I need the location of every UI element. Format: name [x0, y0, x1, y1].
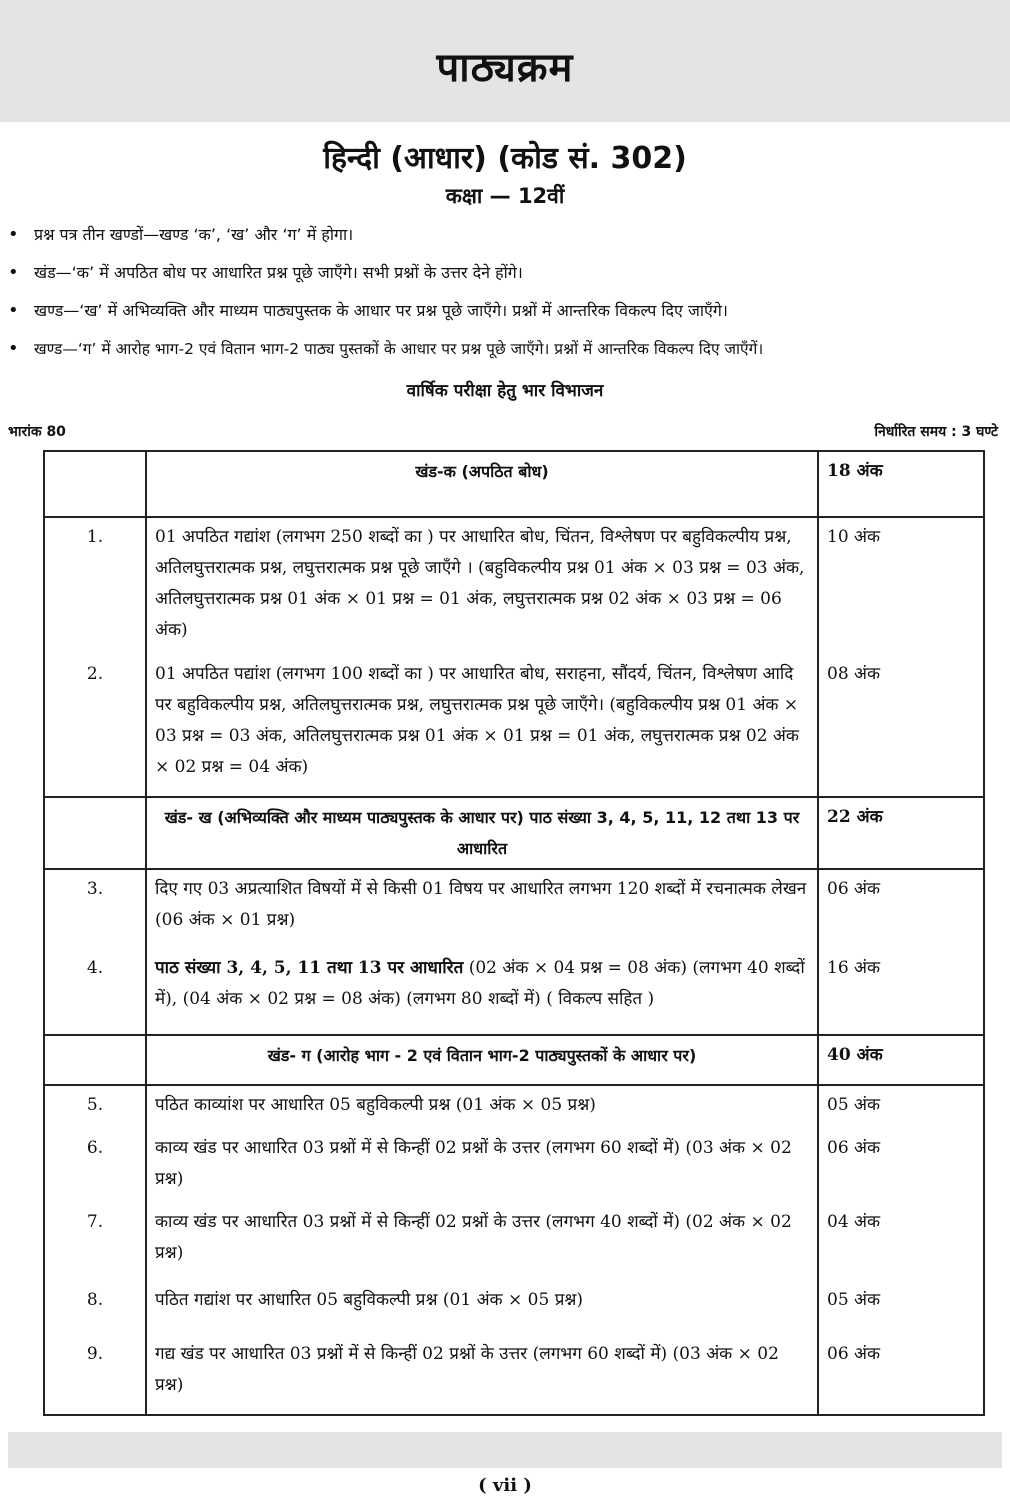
row-marks: 08 अंक: [818, 655, 984, 797]
row-marks: 05 अंक: [818, 1281, 984, 1335]
row-description: गद्य खंड पर आधारित 03 प्रश्नों में से किन्हीं 02 प्रश्नों के उत्तर (लगभग 60 शब्दों में) (03 अंक × 02 प्रश्न): [146, 1335, 818, 1415]
row-number: 9.: [44, 1335, 146, 1415]
table-row: [44, 1203, 984, 1281]
instruction-item: • खण्ड—‘ग’ में आरोह भाग-2 एवं वितान भाग-2 पाठ्य पुस्तकों के आधार पर प्रश्न पूछे जाएँगे। प्रश्नों में आन्तरिक विकल्प दिए जाएँगें।: [8, 336, 1008, 374]
section-num-cell: [44, 451, 146, 517]
section-title: खंड- ग (आरोह भाग - 2 एवं वितान भाग-2 पाठ्यपुस्तकों के आधार पर): [146, 1035, 818, 1085]
section-marks: 40 अंक: [818, 1035, 984, 1085]
weightage-title: वार्षिक परीक्षा हेतु भार विभाजन: [406, 381, 604, 401]
subject-heading: हिन्दी (आधार) (कोड सं. 302): [323, 141, 687, 176]
row-description-text: (02 अंक × 04 प्रश्न = 08 अंक) (लगभग 40 शब्दों में), (04 अंक × 02 प्रश्न = 08 अंक) (लगभग 80 शब्दों में) ( विकल्प सहित ): [155, 958, 805, 1009]
table-row: [44, 655, 984, 797]
instruction-item: • प्रश्न पत्र तीन खण्डों—खण्ड ‘क’, ‘ख’ और ‘ग’ में होगा।: [8, 222, 1008, 260]
section-num-cell: [44, 1035, 146, 1085]
table-row: [44, 949, 984, 1035]
row-marks: 10 अंक: [818, 517, 984, 655]
section-title: खंड-क (अपठित बोध): [146, 451, 818, 517]
table-row: [44, 1129, 984, 1203]
total-marks: भारांक 80: [8, 424, 66, 440]
syllabus-table: [43, 450, 985, 1416]
row-marks: 06 अंक: [818, 1129, 984, 1203]
row-number: 7.: [44, 1203, 146, 1281]
row-description: पठित गद्यांश पर आधारित 05 बहुविकल्पी प्रश्न (01 अंक × 05 प्रश्न): [146, 1281, 818, 1335]
class-heading: कक्षा — 12वीं: [445, 184, 565, 208]
footer-band: [8, 1432, 1002, 1468]
table-row: [44, 1281, 984, 1335]
time-allowed: निर्धारित समय : 3 घण्टे: [874, 424, 998, 440]
row-description: [146, 949, 818, 1035]
row-number: 1.: [44, 517, 146, 655]
row-marks: 04 अंक: [818, 1203, 984, 1281]
row-marks: 06 अंक: [818, 1335, 984, 1415]
row-number: 4.: [44, 949, 146, 1035]
row-description: काव्य खंड पर आधारित 03 प्रश्नों में से किन्हीं 02 प्रश्नों के उत्तर (लगभग 40 शब्दों में) (02 अंक × 02 प्रश्न): [146, 1203, 818, 1281]
row-marks: 16 अंक: [818, 949, 984, 1035]
instruction-item: • खण्ड—‘ख’ में अभिव्यक्ति और माध्यम पाठ्यपुस्तक के आधार पर प्रश्न पूछे जाएँगे। प्रश्नों में आन्तरिक विकल्प दिए जाएँगे।: [8, 298, 1008, 336]
page-number: ( vii ): [478, 1475, 532, 1496]
table-row: [44, 517, 984, 655]
section-title: खंड- ख (अभिव्यक्ति और माध्यम पाठ्यपुस्तक के आधार पर) पाठ संख्या 3, 4, 5, 11, 12 तथा 13 पर आधारित: [146, 797, 818, 869]
row-number: 5.: [44, 1085, 146, 1129]
instruction-item: • खंड—‘क’ में अपठित बोध पर आधारित प्रश्न पूछे जाएँगे। सभी प्रश्नों के उत्तर देने होंगे।: [8, 260, 1008, 298]
page-title: पाठ्यक्रम: [436, 45, 574, 91]
section-header-row: [44, 1035, 984, 1085]
section-header-row: [44, 451, 984, 517]
instruction-list: [8, 222, 1008, 374]
row-marks: 05 अंक: [818, 1085, 984, 1129]
row-number: 3.: [44, 869, 146, 949]
table-row: [44, 869, 984, 949]
section-marks: 22 अंक: [818, 797, 984, 869]
row-number: 2.: [44, 655, 146, 797]
row-number: 8.: [44, 1281, 146, 1335]
row-marks: 06 अंक: [818, 869, 984, 949]
section-marks: 18 अंक: [818, 451, 984, 517]
row-description: 01 अपठित पद्यांश (लगभग 100 शब्दों का ) पर आधारित बोध, सराहना, सौंदर्य, चिंतन, विश्लेषण आदि पर बहुविकल्पीय प्रश्न, अतिलघुत्तरात्मक प्रश्न, लघुत्तरात्मक प्रश्न पूछे जाएँगे। (बहुविकल्पीय प्रश्न 01 अंक × 03 प्रश्न = 03 अंक, अतिलघुत्तरात्मक प्रश्न 01 अंक × 01 प्रश्न = 01 अंक, लघुत्तरात्मक प्रश्न 02 अंक × 02 प्रश्न = 04 अंक): [146, 655, 818, 797]
table-row: [44, 1085, 984, 1129]
row-description: 01 अपठित गद्यांश (लगभग 250 शब्दों का ) पर आधारित बोध, चिंतन, विश्लेषण पर बहुविकल्पीय प्रश्न, अतिलघुत्तरात्मक प्रश्न, लघुत्तरात्मक प्रश्न पूछे जाएँगे । (बहुविकल्पीय प्रश्न 01 अंक × 03 प्रश्न = 03 अंक, अतिलघुत्तरात्मक प्रश्न 01 अंक × 01 प्रश्न = 01 अंक, लघुत्तरात्मक प्रश्न 02 अंक × 03 प्रश्न = 06 अंक): [146, 517, 818, 655]
table-row: [44, 1335, 984, 1415]
section-num-cell: [44, 797, 146, 869]
row-description: दिए गए 03 अप्रत्याशित विषयों में से किसी 01 विषय पर आधारित लगभग 120 शब्दों में रचनात्मक लेखन (06 अंक × 01 प्रश्न): [146, 869, 818, 949]
row-description: काव्य खंड पर आधारित 03 प्रश्नों में से किन्हीं 02 प्रश्नों के उत्तर (लगभग 60 शब्दों में) (03 अंक × 02 प्रश्न): [146, 1129, 818, 1203]
row-description: पठित काव्यांश पर आधारित 05 बहुविकल्पी प्रश्न (01 अंक × 05 प्रश्न): [146, 1085, 818, 1129]
row-bold-prefix: पाठ संख्या 3, 4, 5, 11 तथा 13 पर आधारित: [155, 958, 464, 978]
section-header-row: [44, 797, 984, 869]
row-number: 6.: [44, 1129, 146, 1203]
